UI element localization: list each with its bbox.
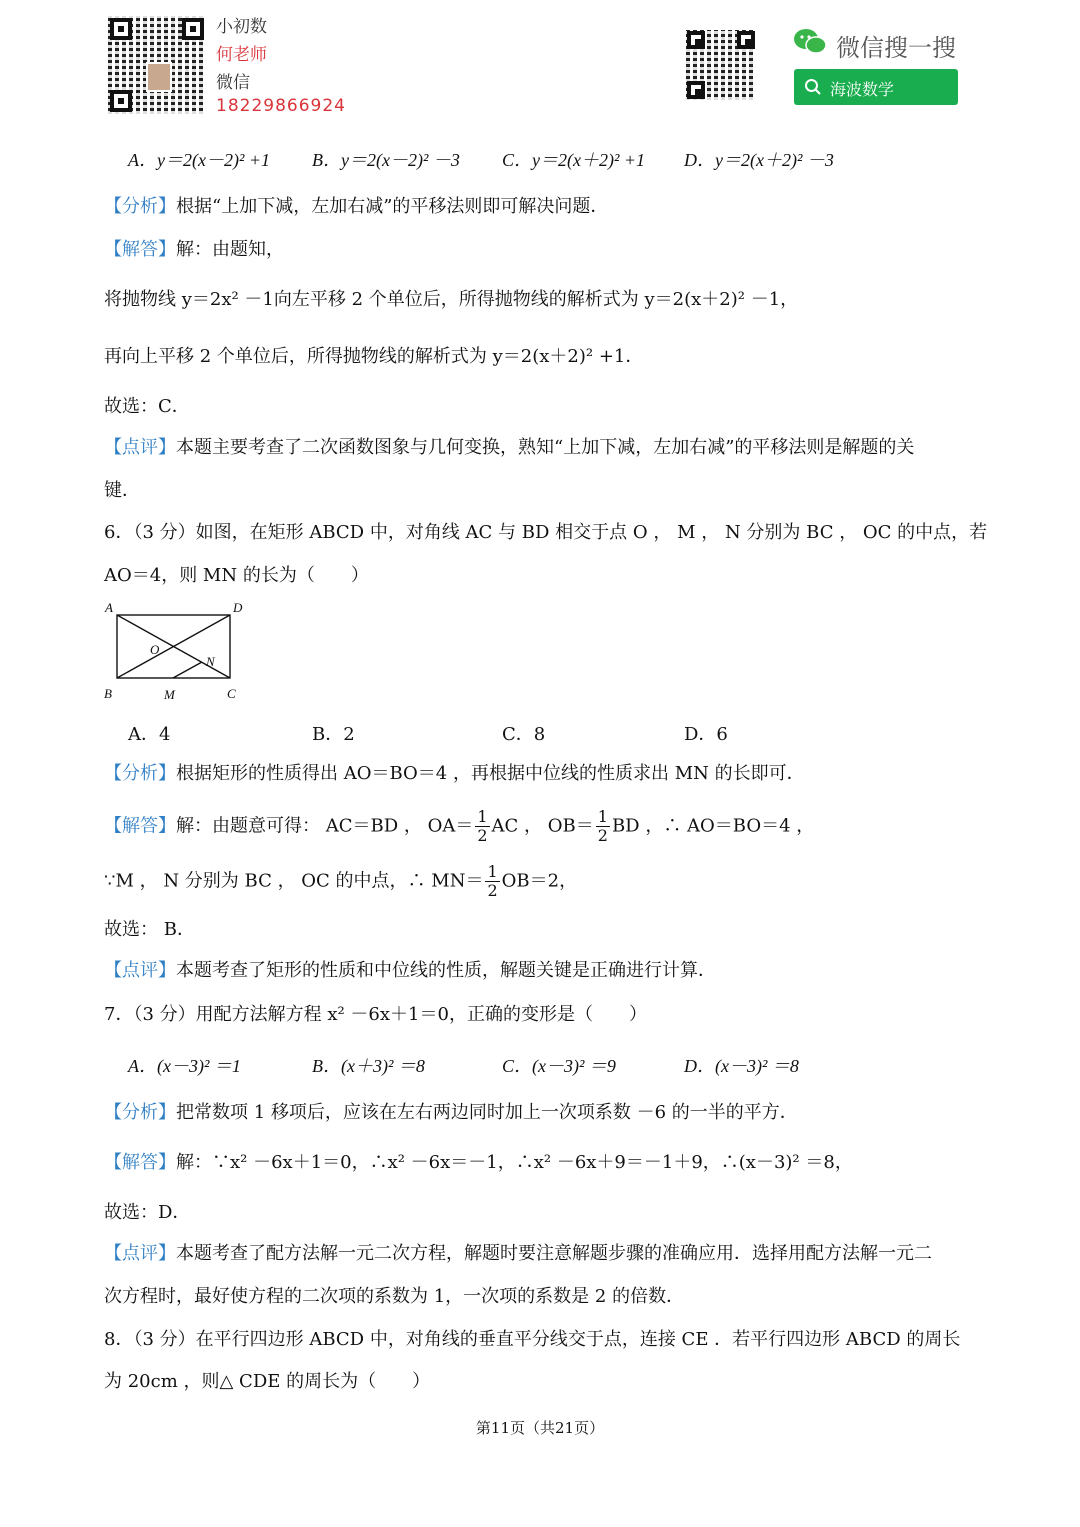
- q6-answer-text-c: BD ，∴ AO＝BO＝4 ，: [611, 815, 815, 837]
- q5-choice: 故选：C．: [104, 396, 190, 417]
- q6-step-2-a: ∵M ， N 分别为 BC ， OC 的中点，∴ MN＝: [104, 870, 484, 892]
- search-box[interactable]: [794, 69, 958, 105]
- frac-num: 1: [477, 807, 488, 826]
- q7-answer-text: 解：∵x² －6x＋1＝0，∴x² －6x＝－1，∴x² －6x＋9＝－1＋9，∴(x－3)² ＝8，: [176, 1152, 853, 1173]
- fraction-half: [475, 808, 489, 845]
- q7-comment: [104, 1242, 932, 1266]
- q6-analysis-text: 根据矩形的性质得出 AO＝BO＝4 ，再根据中位线的性质求出 MN 的长即可．: [176, 763, 805, 784]
- q6-answer-text-b: AC ， OB＝: [491, 815, 594, 837]
- avatar: [146, 62, 172, 92]
- label-o: O: [150, 642, 160, 657]
- search-label: 海波数学: [830, 80, 895, 99]
- q7-analysis: [104, 1101, 798, 1125]
- q6-answer: [104, 808, 814, 845]
- q7-option-b: B．(x＋3)² ＝8: [312, 1056, 425, 1076]
- comment-tag: 【点评】: [104, 1243, 176, 1264]
- answer-tag: 【解答】: [104, 239, 176, 260]
- q6-step-2: [104, 863, 577, 900]
- q5-answer-text: 解：由题知，: [176, 239, 284, 260]
- label-n: N: [206, 654, 215, 669]
- q5-option-c: C．y＝2(x＋2)² +1: [502, 150, 646, 170]
- q5-step-2: 再向上平移 2 个单位后，所得抛物线的解析式为 y＝2(x＋2)² +1．: [104, 346, 644, 367]
- fraction-half: [485, 863, 499, 900]
- q7-analysis-text: 把常数项 1 移项后，应该在左右两边同时加上一次项系数 －6 的一半的平方．: [176, 1102, 798, 1123]
- q6-stem: 6．（3 分）如图，在矩形 ABCD 中，对角线 AC 与 BD 相交于点 O ， M ， N 分别为 BC ， OC 的中点，若: [104, 522, 988, 543]
- q7-option-d: D．(x－3)² ＝8: [684, 1056, 799, 1076]
- handwritten-phone: 18229866924: [216, 96, 346, 116]
- q8-stem-cont: 为 20cm ，则△ CDE 的周长为（ ）: [104, 1371, 431, 1392]
- q6-analysis: [104, 762, 805, 786]
- q5-comment-cont: 键．: [104, 480, 140, 501]
- frac-den: 2: [477, 826, 488, 845]
- q6-comment: [104, 959, 716, 983]
- q7-option-a: A．(x－3)² ＝1: [128, 1056, 241, 1076]
- q7-choice: 故选：D．: [104, 1202, 191, 1223]
- handwritten-line-2: 何老师: [216, 45, 267, 65]
- q5-analysis-text: 根据“上加下减，左加右减”的平移法则即可解决问题．: [176, 196, 609, 217]
- q6-option-b: B．2: [312, 724, 355, 745]
- answer-tag: 【解答】: [104, 815, 176, 837]
- q6-option-c: C．8: [502, 724, 546, 745]
- q5-option-a: A．y＝2(x－2)² +1: [128, 150, 271, 170]
- q5-option-b: B．y＝2(x－2)² －3: [312, 150, 460, 170]
- wechat-icon: [793, 28, 827, 56]
- q5-analysis: [104, 195, 608, 219]
- label-a: A: [105, 600, 113, 615]
- label-b: B: [104, 686, 112, 701]
- handwritten-line-1: 小初数: [216, 17, 267, 37]
- q6-stem-cont: AO＝4，则 MN 的长为（ ）: [104, 565, 369, 586]
- analysis-tag: 【分析】: [104, 763, 176, 784]
- q7-answer: [104, 1151, 853, 1175]
- page-footer: 第11页（共21页）: [475, 1419, 605, 1437]
- comment-tag: 【点评】: [104, 960, 176, 981]
- fraction-half: [596, 808, 610, 845]
- q6-option-a: A．4: [128, 724, 171, 745]
- frac-num: 1: [597, 807, 608, 826]
- wechat-search-title: 微信搜一搜: [836, 34, 956, 62]
- qr-code-right: [686, 30, 756, 100]
- q8-stem: 8．（3 分）在平行四边形 ABCD 中，对角线的垂直平分线交于点，连接 CE ．若平行四边形 ABCD 的周长: [104, 1329, 961, 1350]
- comment-tag: 【点评】: [104, 437, 176, 458]
- q6-option-d: D．6: [684, 724, 728, 745]
- q5-option-d: D．y＝2(x＋2)² －3: [684, 150, 834, 170]
- q5-comment: [104, 436, 914, 460]
- q6-step-2-b: OB＝2，: [501, 870, 578, 892]
- frac-num: 1: [487, 862, 498, 881]
- label-d: D: [233, 600, 243, 615]
- analysis-tag: 【分析】: [104, 196, 176, 217]
- label-m: M: [164, 687, 175, 702]
- q5-step-1: 将抛物线 y＝2x² －1向左平移 2 个单位后，所得抛物线的解析式为 y＝2(x＋2)² －1，: [104, 289, 799, 310]
- handwritten-line-3: 微信: [216, 73, 250, 93]
- q7-stem: 7．（3 分）用配方法解方程 x² －6x＋1＝0，正确的变形是（ ）: [104, 1004, 647, 1025]
- qr-code-left: [108, 16, 206, 114]
- label-c: C: [227, 686, 236, 701]
- q6-choice: 故选： B．: [104, 919, 195, 940]
- q7-comment-text: 本题考查了配方法解一元二次方程，解题时要注意解题步骤的准确应用．选择用配方法解一元二: [176, 1243, 932, 1264]
- answer-tag: 【解答】: [104, 1152, 176, 1173]
- q5-comment-text: 本题主要考查了二次函数图象与几何变换，熟知“上加下减，左加右减”的平移法则是解题的关: [176, 437, 915, 458]
- q7-option-c: C．(x－3)² ＝9: [502, 1056, 616, 1076]
- frac-den: 2: [487, 881, 498, 900]
- q6-comment-text: 本题考查了矩形的性质和中位线的性质，解题关键是正确进行计算．: [176, 960, 716, 981]
- analysis-tag: 【分析】: [104, 1102, 176, 1123]
- rectangle-figure: [100, 598, 250, 706]
- search-icon: [804, 78, 822, 96]
- q7-comment-cont: 次方程时，最好使方程的二次项的系数为 1，一次项的系数是 2 的倍数．: [104, 1286, 685, 1307]
- q6-answer-text-a: 解：由题意可得： AC＝BD ， OA＝: [176, 815, 474, 837]
- frac-den: 2: [597, 826, 608, 845]
- q5-answer: [104, 238, 284, 262]
